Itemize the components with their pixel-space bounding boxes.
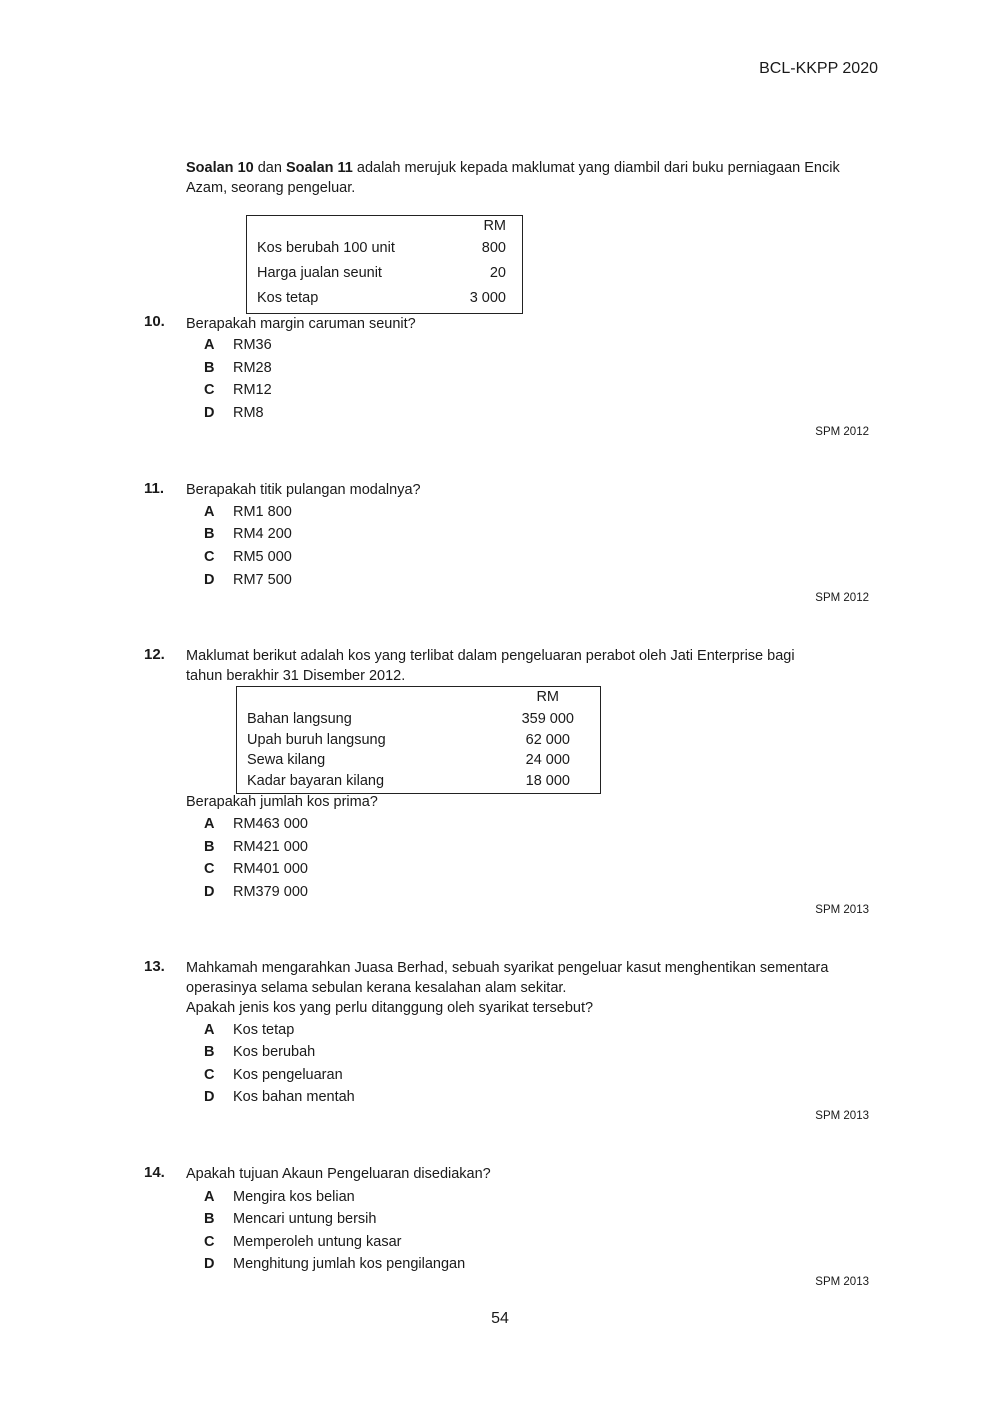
info-table-1: [246, 215, 523, 314]
option-letter: A: [204, 816, 215, 832]
question-10-option-c[interactable]: [204, 379, 272, 401]
option-letter: B: [204, 526, 215, 542]
table-cell-value: 62 000: [525, 732, 570, 748]
table-cell-label: Kos berubah 100 unit: [257, 240, 395, 256]
option-letter: B: [204, 839, 215, 855]
option-text: RM28: [233, 360, 272, 376]
option-letter: D: [204, 1256, 215, 1272]
question-11-text: Berapakah titik pulangan modalnya?: [186, 482, 421, 498]
option-letter: A: [204, 1189, 215, 1205]
option-text: Memperoleh untung kasar: [233, 1234, 402, 1250]
option-text: Kos bahan mentah: [233, 1089, 355, 1105]
question-13-line-2: operasinya selama sebulan kerana kesalahan alam sekitar.: [186, 980, 567, 996]
question-11-option-d[interactable]: [204, 569, 292, 591]
question-12-source: SPM 2013: [815, 904, 869, 916]
question-14-option-a[interactable]: [204, 1186, 355, 1208]
question-12-text: Berapakah jumlah kos prima?: [186, 794, 378, 810]
question-13-option-d[interactable]: [204, 1086, 355, 1108]
table-cell-value: 20: [489, 265, 506, 281]
question-12-line-2: tahun berakhir 31 Disember 2012.: [186, 668, 406, 684]
question-12-option-a[interactable]: [204, 813, 308, 835]
question-10-option-b[interactable]: [204, 357, 272, 379]
intro-text-1: dan: [253, 160, 286, 176]
option-letter: A: [204, 504, 215, 520]
option-text: Kos pengeluaran: [233, 1067, 343, 1083]
option-text: RM401 000: [233, 861, 308, 877]
question-10-number: 10.: [144, 313, 165, 330]
table-cell-value: 3 000: [469, 290, 506, 306]
question-14-option-c[interactable]: [204, 1231, 401, 1253]
option-text: RM36: [233, 337, 272, 353]
option-text: Mengira kos belian: [233, 1189, 355, 1205]
option-text: Menghitung jumlah kos pengilangan: [233, 1256, 466, 1272]
option-text: Kos tetap: [233, 1022, 295, 1038]
question-13-number: 13.: [144, 958, 165, 975]
option-text: Mencari untung bersih: [233, 1211, 377, 1227]
question-12-option-d[interactable]: [204, 881, 308, 903]
option-letter: D: [204, 572, 215, 588]
question-13-line-1: Mahkamah mengarahkan Juasa Berhad, sebuah syarikat pengeluar kasut menghentikan sementara: [186, 960, 829, 976]
question-12-line-1: Maklumat berikut adalah kos yang terlibat dalam pengeluaran perabot oleh Jati Enterprise bagi: [186, 648, 795, 664]
intro-bold-q11: Soalan 11: [285, 160, 353, 176]
question-10-source: SPM 2012: [815, 426, 869, 438]
question-11-option-c[interactable]: [204, 546, 292, 568]
option-text: RM1 800: [233, 504, 292, 520]
table-cell-value: 24 000: [525, 752, 570, 768]
table-cell-value: 800: [481, 240, 506, 256]
question-13-line-3: Apakah jenis kos yang perlu ditanggung oleh syarikat tersebut?: [186, 1000, 594, 1016]
option-text: RM5 000: [233, 549, 292, 565]
table-cell-label: Sewa kilang: [247, 752, 326, 768]
question-11-option-b[interactable]: [204, 523, 292, 545]
question-10-text: Berapakah margin caruman seunit?: [186, 316, 416, 332]
question-12-number: 12.: [144, 646, 165, 663]
page-header: BCL-KKPP 2020: [759, 60, 878, 77]
option-letter: B: [204, 360, 215, 376]
question-14-option-b[interactable]: [204, 1208, 376, 1230]
question-12-option-b[interactable]: [204, 836, 308, 858]
intro-text-2: adalah merujuk kepada maklumat yang diambil dari buku perniagaan Encik Azam, seorang pengeluar.: [186, 160, 840, 196]
option-letter: A: [204, 1022, 215, 1038]
table-cell-label: Kadar bayaran kilang: [247, 773, 385, 789]
page-number: 54: [491, 1310, 509, 1327]
question-12-option-c[interactable]: [204, 858, 308, 880]
question-14-number: 14.: [144, 1164, 165, 1181]
option-letter: D: [204, 1089, 215, 1105]
question-10-option-d[interactable]: [204, 402, 264, 424]
table-cell-value: 18 000: [525, 773, 570, 789]
option-letter: C: [204, 1067, 215, 1083]
option-letter: B: [204, 1211, 215, 1227]
question-13-option-c[interactable]: [204, 1064, 343, 1086]
table-header-rm: RM: [536, 689, 559, 705]
question-11-number: 11.: [144, 480, 165, 497]
option-text: Kos berubah: [233, 1044, 316, 1060]
option-text: RM421 000: [233, 839, 308, 855]
question-14-text: Apakah tujuan Akaun Pengeluaran disediakan?: [186, 1166, 491, 1182]
option-letter: D: [204, 405, 215, 421]
table-cell-label: Upah buruh langsung: [247, 732, 386, 748]
intro-text: [186, 158, 876, 198]
question-11-option-a[interactable]: [204, 501, 292, 523]
question-14-source: SPM 2013: [815, 1276, 869, 1288]
question-14-option-d[interactable]: [204, 1253, 465, 1275]
option-letter: C: [204, 549, 215, 565]
table-cell-label: Harga jualan seunit: [257, 265, 382, 281]
option-text: RM8: [233, 405, 264, 421]
table-cell-label: Kos tetap: [257, 290, 319, 306]
table-header-rm: RM: [483, 218, 506, 234]
option-text: RM463 000: [233, 816, 308, 832]
info-table-2: [236, 686, 601, 794]
option-text: RM379 000: [233, 884, 308, 900]
intro-bold-q10: Soalan 10: [186, 160, 254, 176]
table-cell-label: Bahan langsung: [247, 711, 352, 727]
table-cell-value: 359 000: [521, 711, 574, 727]
option-letter: C: [204, 861, 215, 877]
question-13-option-b[interactable]: [204, 1041, 315, 1063]
option-letter: C: [204, 1234, 215, 1250]
question-11-source: SPM 2012: [815, 592, 869, 604]
option-text: RM4 200: [233, 526, 292, 542]
option-letter: C: [204, 382, 215, 398]
option-text: RM7 500: [233, 572, 292, 588]
question-13-source: SPM 2013: [815, 1110, 869, 1122]
option-letter: D: [204, 884, 215, 900]
option-text: RM12: [233, 382, 272, 398]
option-letter: B: [204, 1044, 215, 1060]
question-13-option-a[interactable]: [204, 1019, 294, 1041]
option-letter: A: [204, 337, 215, 353]
question-10-option-a[interactable]: [204, 334, 272, 356]
